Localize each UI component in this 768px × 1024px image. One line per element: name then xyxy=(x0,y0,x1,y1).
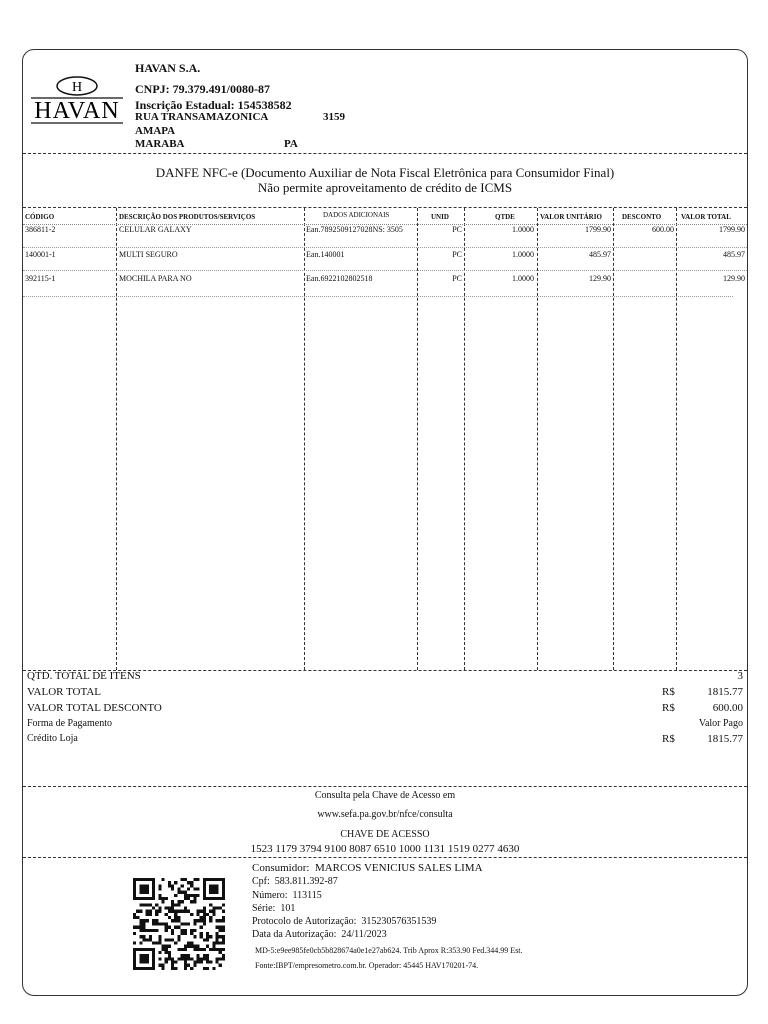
fonte-text: Fonte:IBPT/empresometro.com.br. Operador: 45445 HAV170201-74. xyxy=(255,961,479,970)
column-divider xyxy=(304,208,305,670)
currency-label: R$ xyxy=(662,733,675,745)
cell-qtde: 1.0000 xyxy=(512,225,534,234)
cell-valor-total: 485.97 xyxy=(723,250,745,259)
svg-text:HAVAN: HAVAN xyxy=(34,98,120,124)
data-label: Data da Autorização: xyxy=(252,929,337,940)
consulta-url: www.sefa.pa.gov.br/nfce/consulta xyxy=(317,809,453,820)
consulta-text: Consulta pela Chave de Acesso em xyxy=(314,790,456,801)
cell-descricao: MULTI SEGURO xyxy=(119,250,178,259)
cell-desconto: 600.00 xyxy=(652,225,674,234)
cell-qtde: 1.0000 xyxy=(512,250,534,259)
cell-dados: Ean.7892509127028NS: 3505 xyxy=(306,225,403,234)
consumidor-label: Consumidor: xyxy=(252,862,310,874)
column-divider xyxy=(613,208,614,670)
document-title: DANFE NFC-e (Documento Auxiliar de Nota Fiscal Eletrônica para Consumidor Final) xyxy=(155,165,615,180)
divider xyxy=(23,153,747,154)
desconto-value: 600.00 xyxy=(712,702,743,714)
divider xyxy=(23,857,747,858)
column-divider xyxy=(116,208,117,670)
qr-code-icon xyxy=(133,878,225,970)
col-header-valor-unitario: VALOR UNITÁRIO xyxy=(540,213,602,221)
numero-value: 113115 xyxy=(292,890,322,901)
row-divider xyxy=(23,270,747,271)
cell-valor-total: 1799.90 xyxy=(719,225,745,234)
numero-label: Número: xyxy=(252,890,288,901)
serie-line xyxy=(252,903,295,914)
company-name: HAVAN S.A. xyxy=(135,61,201,75)
company-cnpj: CNPJ: 79.379.491/0080-87 xyxy=(135,82,270,96)
cell-valor-unitario: 129.90 xyxy=(589,274,611,283)
desconto-label: VALOR TOTAL DESCONTO xyxy=(27,702,162,714)
nfce-document xyxy=(22,49,748,996)
cell-codigo: 140001-1 xyxy=(25,250,56,259)
company-city: MARABA xyxy=(135,138,185,150)
havan-logo-icon xyxy=(31,76,123,128)
cpf-line xyxy=(252,876,338,887)
cell-descricao: CELULAR GALAXY xyxy=(119,225,192,234)
cpf-value: 583.811.392-87 xyxy=(274,876,338,887)
currency-label: R$ xyxy=(662,686,675,698)
document-subtitle: Não permite aproveitamento de crédito de ICMS xyxy=(257,180,513,195)
consumidor-line xyxy=(252,862,483,874)
divider xyxy=(23,207,747,208)
divider xyxy=(23,786,747,787)
col-header-codigo: CÓDIGO xyxy=(25,213,55,221)
serie-value: 101 xyxy=(280,903,296,914)
cell-codigo: 392115-1 xyxy=(25,274,56,283)
pagamento-metodo: Crédito Loja xyxy=(27,733,78,744)
company-district: AMAPA xyxy=(135,125,176,137)
cell-unid: PC xyxy=(452,225,462,234)
qtd-total-value: 3 xyxy=(737,670,743,682)
serie-label: Série: xyxy=(252,903,276,914)
protocolo-label: Protocolo de Autorização: xyxy=(252,916,357,927)
company-street: RUA TRANSAMAZONICA xyxy=(135,111,269,123)
valor-total-value: 1815.77 xyxy=(707,686,743,698)
cell-unid: PC xyxy=(452,250,462,259)
cell-unid: PC xyxy=(452,274,462,283)
currency-label: R$ xyxy=(662,702,675,714)
company-state: PA xyxy=(284,138,298,150)
row-divider xyxy=(23,247,747,248)
col-header-desconto: DESCONTO xyxy=(622,213,662,221)
col-header-unid: UNID xyxy=(431,213,449,221)
cell-dados: Ean.140001 xyxy=(306,250,345,259)
data-line xyxy=(252,929,387,940)
svg-text:H: H xyxy=(71,80,83,95)
company-number: 3159 xyxy=(323,111,345,123)
chave-acesso: 1523 1179 3794 9100 8087 6510 1000 1131 1519 0277 4630 xyxy=(250,843,520,855)
cell-dados: Ean.6922102802518 xyxy=(306,274,373,283)
protocolo-value: 315230576351539 xyxy=(361,916,437,927)
md5-text: MD-5:e9ee985fe0cb5b828674a0e1e27ab624. Trib Aprox R:353.90 Fed.344.99 Est. xyxy=(255,946,523,955)
data-value: 24/11/2023 xyxy=(341,929,387,940)
cell-descricao: MOCHILA PARA NO xyxy=(119,274,192,283)
col-header-dados: DADOS ADICIONAIS xyxy=(323,211,390,219)
valor-pago-label: Valor Pago xyxy=(698,718,743,729)
qtd-total-label: QTD. TOTAL DE ITENS xyxy=(27,670,141,682)
cpf-label: Cpf: xyxy=(252,876,270,887)
protocolo-line xyxy=(252,916,436,927)
pagamento-value: 1815.77 xyxy=(707,733,743,745)
col-header-qtde: QTDE xyxy=(495,213,515,221)
cell-qtde: 1.0000 xyxy=(512,274,534,283)
row-divider xyxy=(23,296,733,297)
company-ie: Inscrição Estadual: 154538582 xyxy=(135,98,292,112)
cell-valor-unitario: 1799.90 xyxy=(585,225,611,234)
consumidor-nome: MARCOS VENICIUS SALES LIMA xyxy=(314,862,483,874)
cell-valor-total: 129.90 xyxy=(723,274,745,283)
valor-total-label: VALOR TOTAL xyxy=(27,686,101,698)
forma-pagamento-label: Forma de Pagamento xyxy=(27,718,112,729)
col-header-valor-total: VALOR TOTAL xyxy=(681,213,731,221)
cell-codigo: 386811-2 xyxy=(25,225,56,234)
chave-label: CHAVE DE ACESSO xyxy=(340,829,430,840)
cell-valor-unitario: 485.97 xyxy=(589,250,611,259)
col-header-descricao: DESCRIÇÃO DOS PRODUTOS/SERVIÇOS xyxy=(119,213,256,221)
numero-line xyxy=(252,890,322,901)
